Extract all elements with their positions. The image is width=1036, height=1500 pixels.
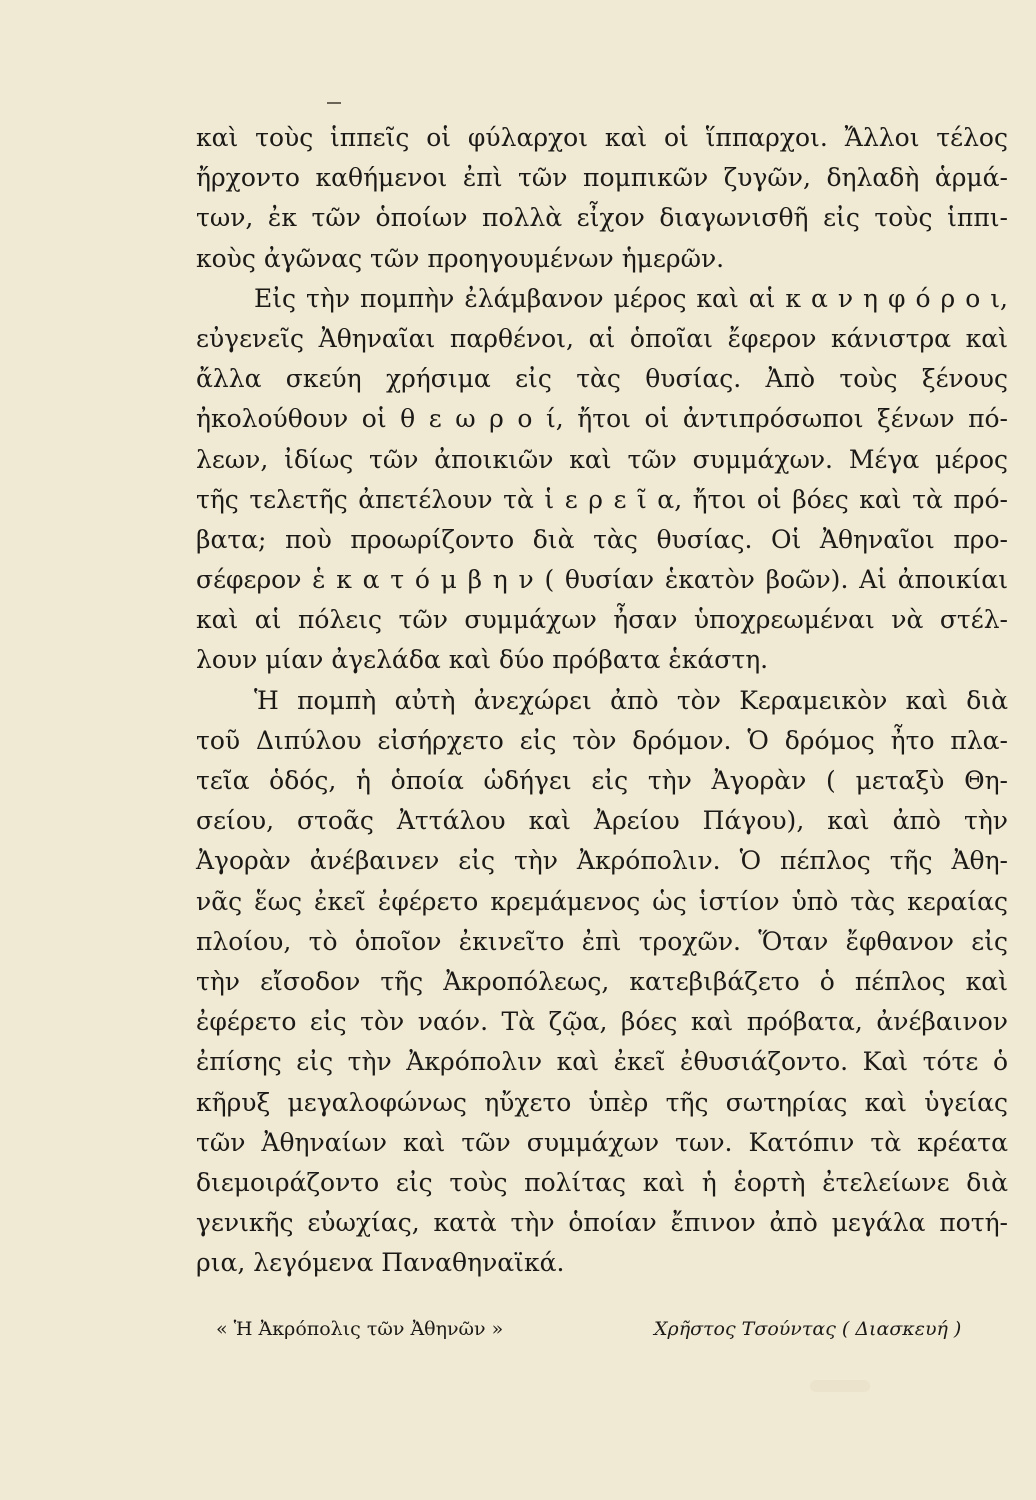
page-mark: [327, 102, 341, 104]
paper-stain: [810, 1380, 870, 1392]
text-line: σέφερον ἑ κ α τ ό μ β η ν ( θυσίαν ἑκατὸν βοῶν). Αἱ ἀποικίαι: [196, 565, 1008, 595]
text-line: γενικῆς εὐωχίας, κατὰ τὴν ὁποίαν ἔπινον ἀπὸ μεγάλα ποτή-: [196, 1208, 1008, 1238]
text-line: ἐφέρετο εἰς τὸν ναόν. Τὰ ζῷα, βόες καὶ πρόβατα, ἀνέβαινον: [196, 1007, 1008, 1037]
text-line: ἄλλα σκεύη χρήσιμα εἰς τὰς θυσίας. Ἀπὸ τοὺς ξένους: [196, 364, 1008, 394]
text-line: τῆς τελετῆς ἀπετέλουν τὰ ἱ ε ρ ε ῖ α, ἤτοι οἱ βόες καὶ τὰ πρό-: [196, 484, 1008, 514]
text-line: ρια, λεγόμενα Παναθηναϊκά.: [196, 1248, 565, 1278]
paragraph-2: [196, 279, 1008, 681]
text-line: των, ἐκ τῶν ὁποίων πολλὰ εἶχον διαγωνισθῆ εἰς τοὺς ἱππι-: [196, 203, 1008, 233]
text-line: σείου, στοᾶς Ἀττάλου καὶ Ἀρείου Πάγου), καὶ ἀπὸ τὴν: [196, 806, 1008, 836]
body-text: [196, 118, 1008, 1283]
text-line: Ἀγορὰν ἀνέβαινεν εἰς τὴν Ἀκρόπολιν. Ὁ πέπλος τῆς Ἀθη-: [196, 846, 1008, 876]
text-line: τοῦ Διπύλου εἰσήρχετο εἰς τὸν δρόμον. Ὁ δρόμος ἦτο πλα-: [196, 725, 1008, 755]
text-line: λουν μίαν ἀγελάδα καὶ δύο πρόβατα ἑκάστη.: [196, 645, 769, 675]
text-line: πλοίου, τὸ ὁποῖον ἐκινεῖτο ἐπὶ τροχῶν. Ὅταν ἔφθανον εἰς: [196, 926, 1008, 956]
text-line: καὶ τοὺς ἱππεῖς οἱ φύλαρχοι καὶ οἱ ἵππαρχοι. Ἄλλοι τέλος: [196, 123, 1008, 152]
text-line: καὶ αἱ πόλεις τῶν συμμάχων ἦσαν ὑποχρεωμέναι νὰ στέλ-: [196, 605, 1008, 635]
text-line: Εἰς τὴν πομπὴν ἐλάμβανον μέρος καὶ αἱ κ α ν η φ ό ρ ο ι,: [254, 283, 1008, 313]
text-line: ἠκολούθουν οἱ θ ε ω ρ ο ί, ἤτοι οἱ ἀντιπρόσωποι ξένων πό-: [196, 404, 1008, 434]
text-line: λεων, ἰδίως τῶν ἀποικιῶν καὶ τῶν συμμάχων. Μέγα μέρος: [196, 444, 1008, 474]
text-line: βατα; ποὺ προωρίζοντο διὰ τὰς θυσίας. Οἱ Ἀθηναῖοι προ-: [196, 524, 1008, 554]
paragraph-3: [196, 681, 1008, 1284]
paragraph-1: [196, 118, 1008, 279]
text-line: τῶν Ἀθηναίων καὶ τῶν συμμάχων των. Κατόπιν τὰ κρέατα: [196, 1127, 1008, 1157]
text-line: τὴν εἴσοδον τῆς Ἀκροπόλεως, κατεβιβάζετο ὁ πέπλος καὶ: [196, 966, 1008, 996]
text-line: κῆρυξ μεγαλοφώνως ηὔχετο ὑπὲρ τῆς σωτηρίας καὶ ὑγείας: [196, 1087, 1008, 1117]
source-author: Χρῆστος Τσούντας ( Διασκευή ): [654, 1318, 962, 1340]
text-line: ἐπίσης εἰς τὴν Ἀκρόπολιν καὶ ἐκεῖ ἐθυσιάζοντο. Καὶ τότε ὁ: [196, 1047, 1008, 1077]
source-work-title: « Ἡ Ἀκρόπολις τῶν Ἀθηνῶν »: [216, 1318, 504, 1340]
text-line: κοὺς ἀγῶνας τῶν προηγουμένων ἡμερῶν.: [196, 243, 725, 273]
text-line: ἤρχοντο καθήμενοι ἐπὶ τῶν πομπικῶν ζυγῶν, δηλαδὴ ἁρμά-: [196, 163, 1008, 193]
text-line: διεμοιράζοντο εἰς τοὺς πολίτας καὶ ἡ ἑορτὴ ἐτελείωνε διὰ: [196, 1167, 1008, 1197]
text-line: νᾶς ἕως ἐκεῖ ἐφέρετο κρεμάμενος ὡς ἱστίον ὑπὸ τὰς κεραίας: [196, 886, 1008, 916]
text-line: Ἡ πομπὴ αὐτὴ ἀνεχώρει ἀπὸ τὸν Κεραμεικὸν καὶ διὰ: [254, 685, 1008, 715]
text-line: εὐγενεῖς Ἀθηναῖαι παρθένοι, αἱ ὁποῖαι ἔφερον κάνιστρα καὶ: [196, 323, 1008, 353]
text-line: τεῖα ὁδός, ἡ ὁποία ὡδήγει εἰς τὴν Ἀγορὰν ( μεταξὺ Θη-: [196, 766, 1008, 795]
